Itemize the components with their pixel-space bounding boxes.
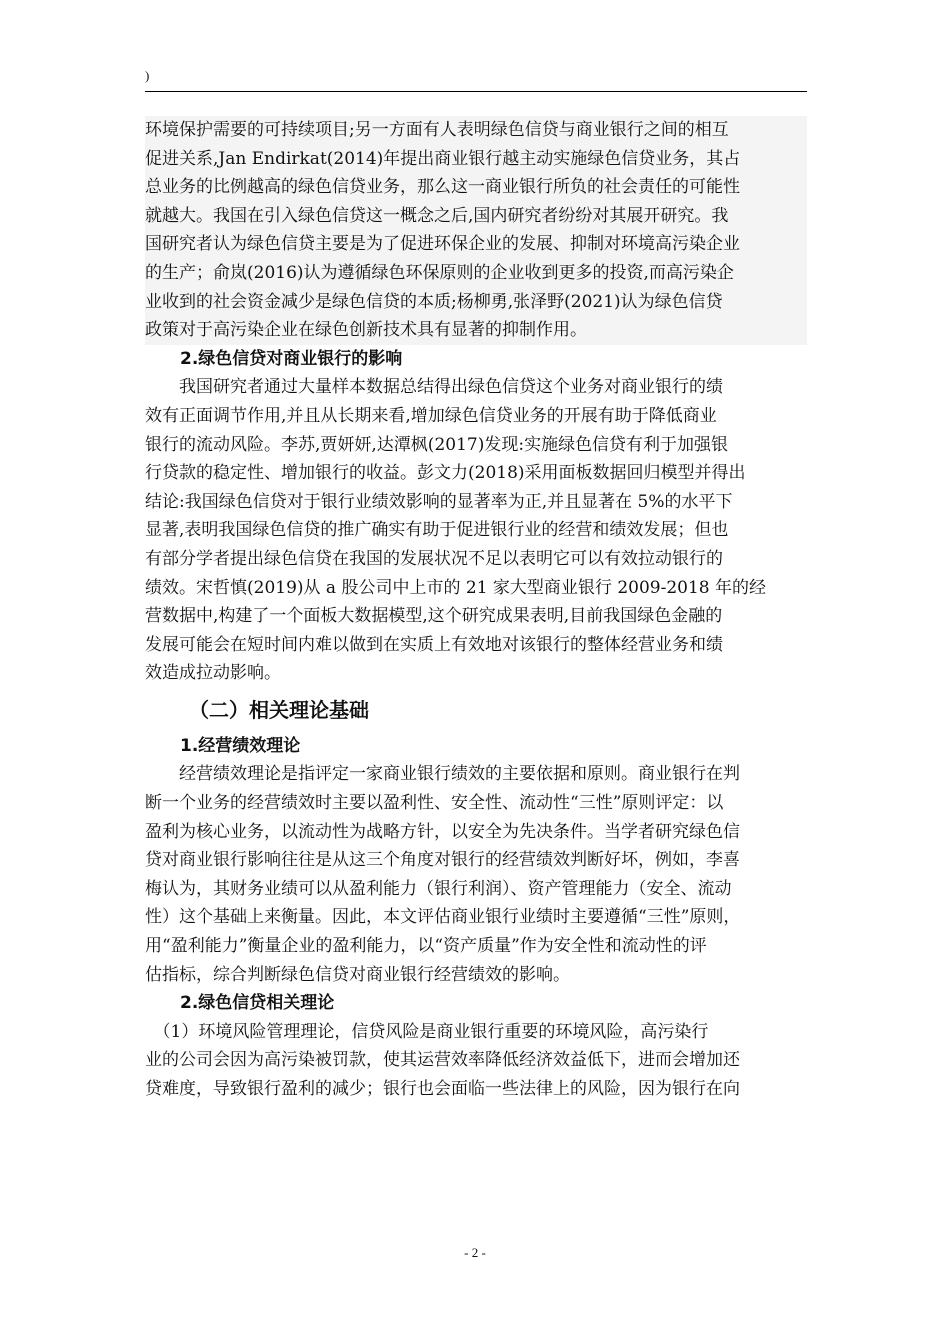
text-line: 经营绩效理论是指评定一家商业银行绩效的主要依据和原则。商业银行在判 xyxy=(145,764,740,785)
text-line: 用“盈利能力”衡量企业的盈利能力，以“资产质量”作为安全性和流动性的评 xyxy=(145,936,707,957)
text-line: 行贷款的稳定性、增加银行的收益。彭文力(2018)采用面板数据回归模型并得出 xyxy=(145,463,746,484)
header-rule xyxy=(145,91,807,92)
subheading-green-credit-theory: 2.绿色信贷相关理论 xyxy=(180,993,335,1014)
text-line: 我国研究者通过大量样本数据总结得出绿色信贷这个业务对商业银行的绩 xyxy=(145,377,723,398)
text-line: 效有正面调节作用,并且从长期来看,增加绿色信贷业务的开展有助于降低商业 xyxy=(145,405,717,426)
text-line: 估指标，综合判断绿色信贷对商业银行经营绩效的影响。 xyxy=(145,964,570,985)
text-line: 营数据中,构建了一个面板大数据模型,这个研究成果表明,目前我国绿色金融的 xyxy=(145,606,723,627)
text-line: 业收到的社会资金减少是绿色信贷的本质;杨柳勇,张泽野(2021)认为绿色信贷 xyxy=(145,291,723,312)
text-line: 银行的流动风险。李苏,贾妍妍,达潭枫(2017)发现:实施绿色信贷有利于加强银 xyxy=(145,434,729,455)
text-line: 盈利为核心业务，以流动性为战略方针，以安全为先决条件。当学者研究绿色信 xyxy=(145,821,740,842)
text-line: （1）环境风险管理理论，信贷风险是商业银行重要的环境风险，高污染行 xyxy=(145,1021,709,1042)
subheading-impact-on-banks: 2.绿色信贷对商业银行的影响 xyxy=(180,348,403,369)
text-line: 政策对于高污染企业在绿色创新技术具有显著的抑制作用。 xyxy=(145,320,587,341)
page-number: - 2 - xyxy=(464,1245,486,1260)
text-line: 就越大。我国在引入绿色信贷这一概念之后,国内研究者纷纷对其展开研究。我 xyxy=(145,205,729,226)
text-line: 的生产；俞岚(2016)认为遵循绿色环保原则的企业收到更多的投资,而高污染企 xyxy=(145,262,734,283)
text-line: 环境保护需要的可持续项目;另一方面有人表明绿色信贷与商业银行之间的相互 xyxy=(145,120,729,140)
section-heading-theory: （二）相关理论基础 xyxy=(189,697,369,722)
text-line: 贷难度，导致银行盈利的减少；银行也会面临一些法律上的风险，因为银行在向 xyxy=(145,1079,740,1099)
text-line: 总业务的比例越高的绿色信贷业务，那么这一商业银行所负的社会责任的可能性 xyxy=(145,177,740,198)
text-line: 业的公司会因为高污染被罚款，使其运营效率降低经济效益低下，进而会增加还 xyxy=(145,1050,740,1071)
text-line: 国研究者认为绿色信贷主要是为了促进环保企业的发展、抑制对环境高污染企业 xyxy=(145,234,740,255)
text-line: 性）这个基础上来衡量。因此，本文评估商业银行业绩时主要遵循“三性”原则， xyxy=(145,907,741,928)
paragraph-literature-review xyxy=(145,116,807,345)
header-mark: ) xyxy=(145,68,150,83)
text-line: 绩效。宋哲慎(2019)从 a 股公司中上市的 21 家大型商业银行 2009-2018 年的经 xyxy=(145,577,766,598)
paragraph-impact-on-banks xyxy=(145,373,807,688)
text-line: 显著,表明我国绿色信贷的推广确实有助于促进银行业的经营和绩效发展；但也 xyxy=(145,520,729,541)
text-line: 效造成拉动影响。 xyxy=(145,663,281,684)
paragraph-performance-theory xyxy=(145,760,807,989)
text-line: 有部分学者提出绿色信贷在我国的发展状况不足以表明它可以有效拉动银行的 xyxy=(145,548,723,569)
text-line: 梅认为，其财务业绩可以从盈利能力（银行利润）、资产管理能力（安全、流动 xyxy=(145,878,732,899)
text-line: 断一个业务的经营绩效时主要以盈利性、安全性、流动性“三性”原则评定：以 xyxy=(145,793,724,814)
text-line: 贷对商业银行影响往往是从这三个角度对银行的经营绩效判断好坏，例如，李喜 xyxy=(145,850,740,871)
subheading-performance-theory: 1.经营绩效理论 xyxy=(180,735,301,756)
text-line: 发展可能会在短时间内难以做到在实质上有效地对该银行的整体经营业务和绩 xyxy=(145,634,723,655)
text-line: 促进关系,Jan Endirkat(2014)年提出商业银行越主动实施绿色信贷业务，其占 xyxy=(145,148,741,169)
text-line: 结论:我国绿色信贷对于银行业绩效影响的显著率为正,并且显著在 5%的水平下 xyxy=(145,491,733,512)
page-content xyxy=(145,116,807,1104)
paragraph-environmental-risk xyxy=(145,1018,807,1104)
